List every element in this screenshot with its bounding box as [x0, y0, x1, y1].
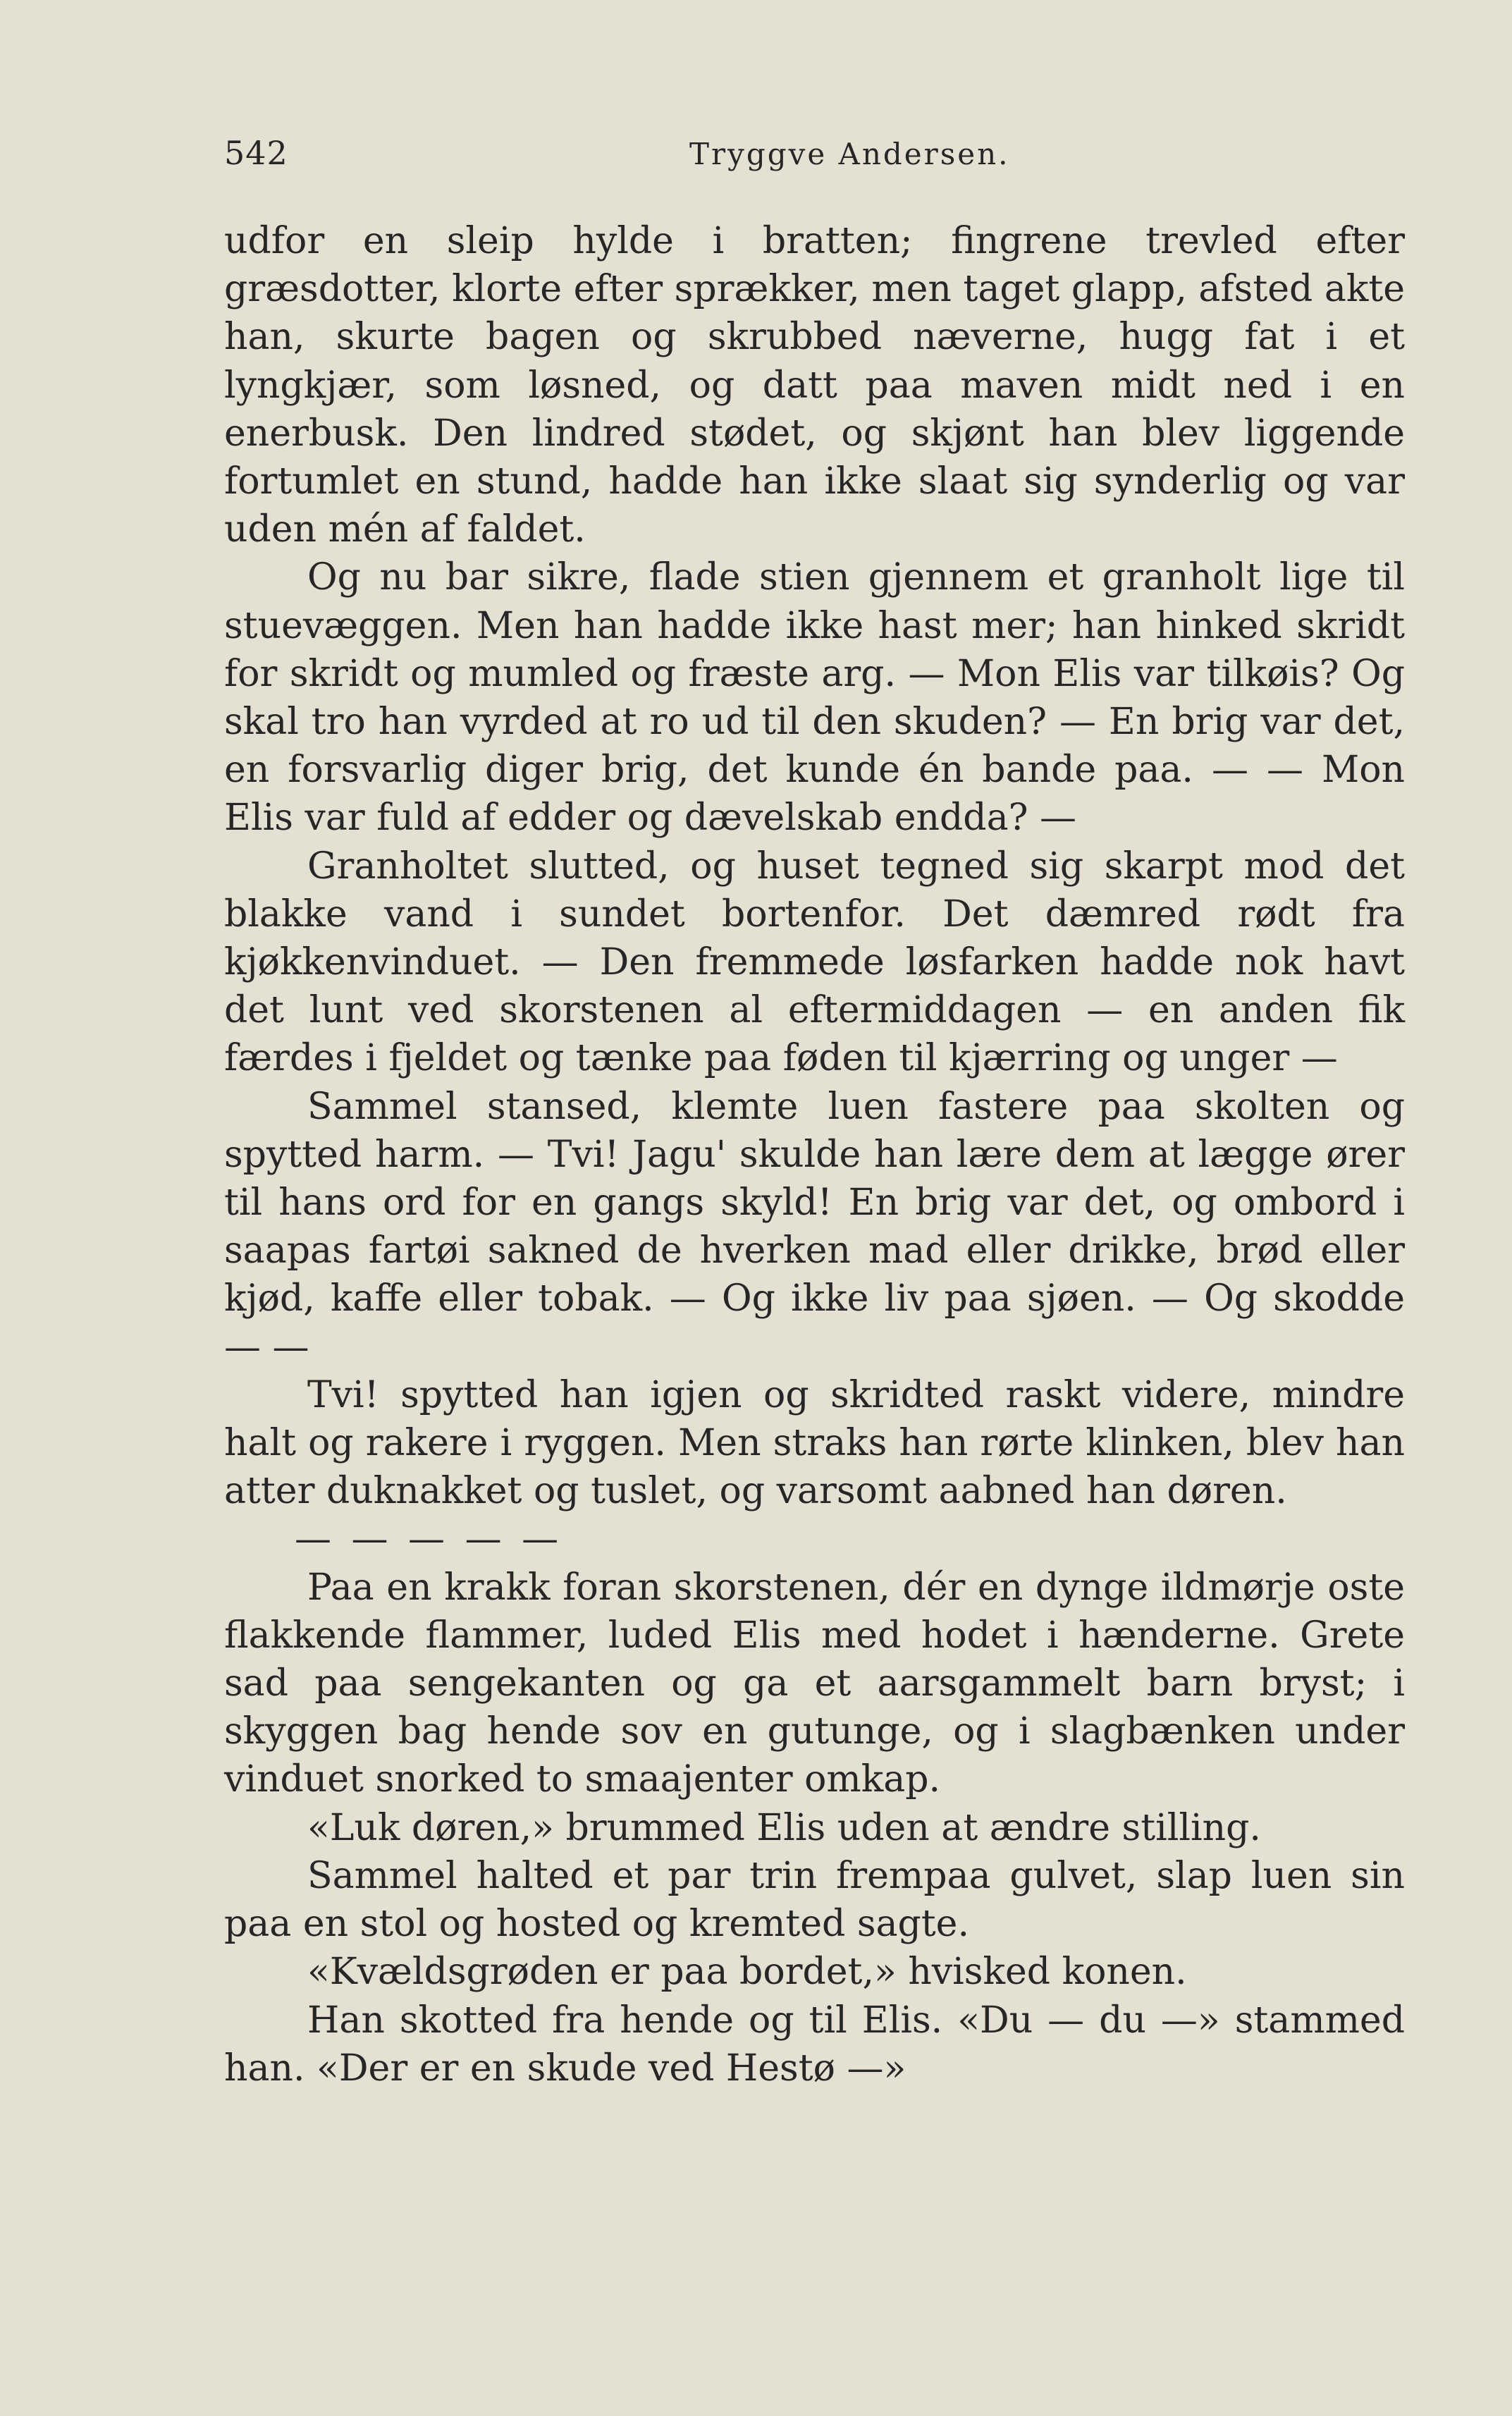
paragraph: Sammel stansed, klemte luen fastere paa skolten og spytted harm. — Tvi! Jagu' skulde han lære dem at lægge ører til hans ord for en gangs skyld! En brig var det, og ombord i saapas fartøi sakned de hverken mad eller drikke, brød eller kjød, kaffe eller tobak. — Og ikke liv paa sjøen. — Og skodde — — — [224, 1085, 1405, 1368]
paragraph: Sammel halted et par trin frempaa gulvet, slap luen sin paa en stol og hosted og kremted sagte. — [224, 1854, 1405, 1946]
paragraph: Paa en krakk foran skorstenen, dér en dynge ildmørje oste flakkende flammer, luded Elis med hodet i hænderne. Grete sad paa sengekanten og ga et aarsgammelt barn bryst; i skyggen bag hende sov en gutunge, og i slagbænken under vinduet snorked to smaajenter omkap. — [224, 1566, 1405, 1801]
paragraph: udfor en sleip hylde i bratten; fingrene trevled efter græsdotter, klorte efter sprækker, men taget glapp, afsted akte han, skurte bagen og skrubbed næverne, hugg fat i et lyngkjær, som løsned, og datt paa maven midt ned i en enerbusk. Den lindred stødet, og skjønt han blev liggende fortumlet en stund, hadde han ikke slaat sig synderlig og var uden mén af faldet. — [224, 220, 1405, 551]
section-break: — — — — — — [295, 1518, 563, 1561]
page-number: 542 — [224, 134, 288, 172]
paragraph: Granholtet slutted, og huset tegned sig skarpt mod det blakke vand i sundet bortenfor. Det dæmred rødt fra kjøkkenvinduet. — Den fremmede løsfarken hadde nok havt det lunt ved skorstenen al eftermiddagen — en anden fik færdes i fjeldet og tænke paa føden til kjærring og unger — — [224, 845, 1405, 1080]
paragraph: «Luk døren,» brummed Elis uden at ændre stilling. — [307, 1806, 1261, 1849]
page-header — [224, 134, 1405, 183]
running-head: Tryggve Andersen. — [689, 137, 1010, 171]
paragraph: Tvi! spytted han igjen og skridted raskt videre, mindre halt og rakere i ryggen. Men straks han rørte klinken, blev han atter duknakket og tuslet, og varsomt aabned han døren. — [224, 1373, 1405, 1513]
paragraph: Han skotted fra hende og til Elis. «Du — du —» stammed han. «Der er en skude ved Hestø —» — [224, 1999, 1405, 2090]
body-text — [224, 217, 1405, 2092]
paragraph: Og nu bar sikre, flade stien gjennem et granholt lige til stuevæggen. Men han hadde ikke hast mer; han hinked skridt for skridt og mumled og fræste arg. — Mon Elis var tilkøis? Og skal tro han vyrded at ro ud til den skuden? — En brig var det, en forsvarlig diger brig, det kunde én bande paa. — — Mon Elis var fuld af edder og dævelskab endda? — — [224, 556, 1405, 840]
paragraph: «Kvældsgrøden er paa bordet,» hvisked konen. — [307, 1951, 1187, 1994]
